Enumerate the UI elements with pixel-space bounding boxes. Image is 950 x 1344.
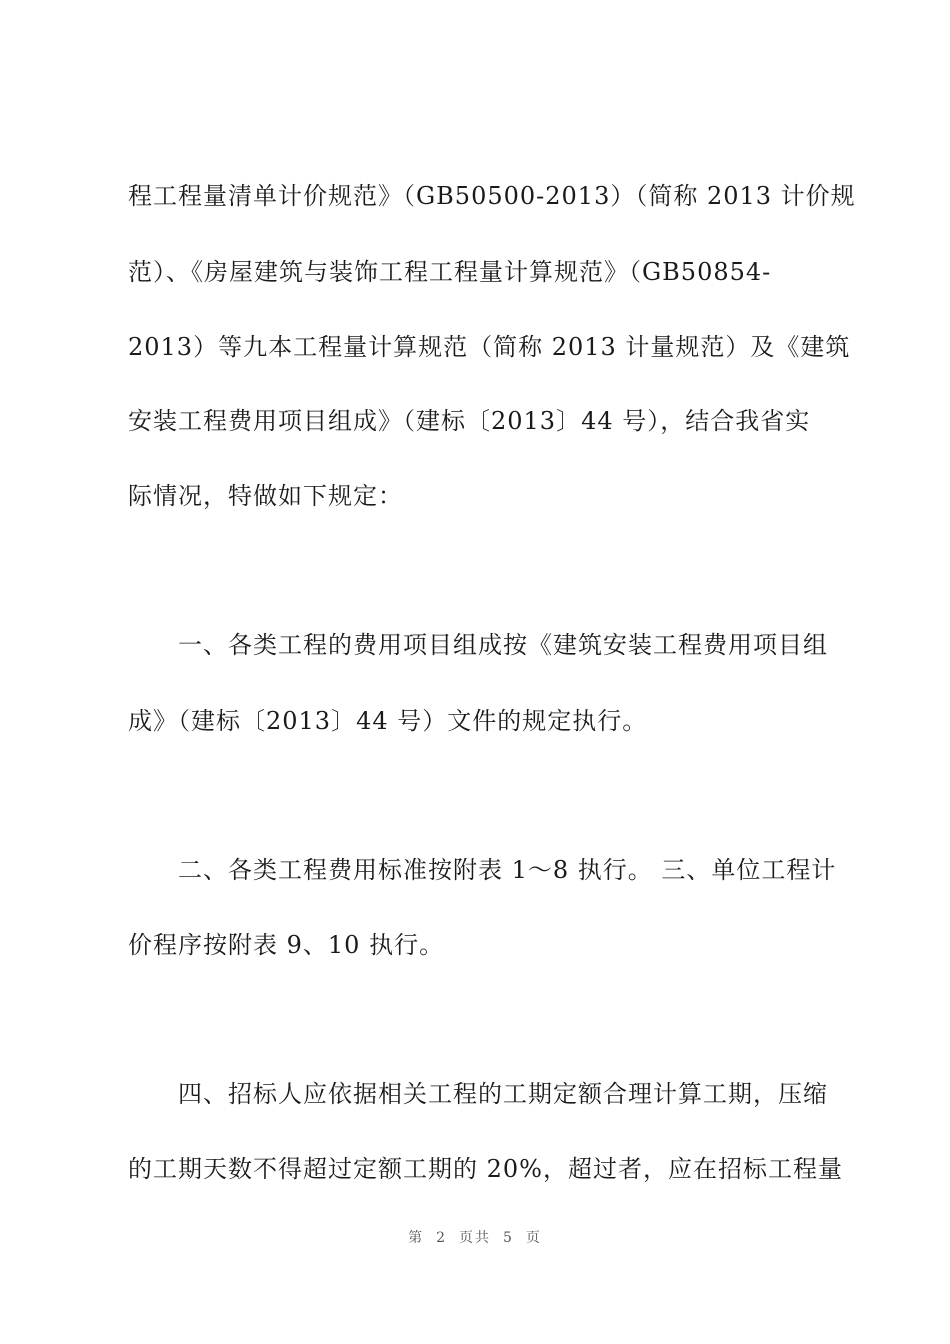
paragraph-intro-line-2: 范）、《房屋建筑与装饰工程工程量计算规范》（GB50854- (128, 258, 772, 286)
page-footer (0, 1228, 950, 1248)
paragraph-item-4-line-2: 的工期天数不得超过定额工期的 20%，超过者，应在招标工程量 (128, 1155, 843, 1183)
paragraph-intro-line-5: 际情况，特做如下规定： (128, 482, 403, 510)
footer-total-pages: 5 (503, 1230, 514, 1246)
footer-suffix: 页 (525, 1230, 542, 1246)
paragraph-intro-line-1: 程工程量清单计价规范》（GB50500-2013）（简称 2013 计价规 (128, 182, 856, 210)
footer-middle: 页共 (459, 1230, 491, 1246)
paragraph-item-2-line-2: 价程序按附表 9、10 执行。 (128, 931, 445, 959)
paragraph-item-1-line-2: 成》（建标〔2013〕44 号）文件的规定执行。 (128, 707, 648, 735)
paragraph-item-1-line-1: 一、各类工程的费用项目组成按《建筑安装工程费用项目组 (178, 631, 828, 659)
paragraph-item-4-line-1: 四、招标人应依据相关工程的工期定额合理计算工期，压缩 (178, 1080, 828, 1108)
paragraph-intro-line-3: 2013）等九本工程量计算规范（简称 2013 计量规范）及《建筑 (128, 333, 851, 361)
footer-current-page: 2 (436, 1230, 447, 1246)
paragraph-intro-line-4: 安装工程费用项目组成》（建标〔2013〕44 号），结合我省实 (128, 407, 811, 435)
footer-prefix: 第 (408, 1230, 425, 1246)
paragraph-item-2-line-1: 二、各类工程费用标准按附表 1～8 执行。 三、单位工程计 (178, 856, 837, 884)
